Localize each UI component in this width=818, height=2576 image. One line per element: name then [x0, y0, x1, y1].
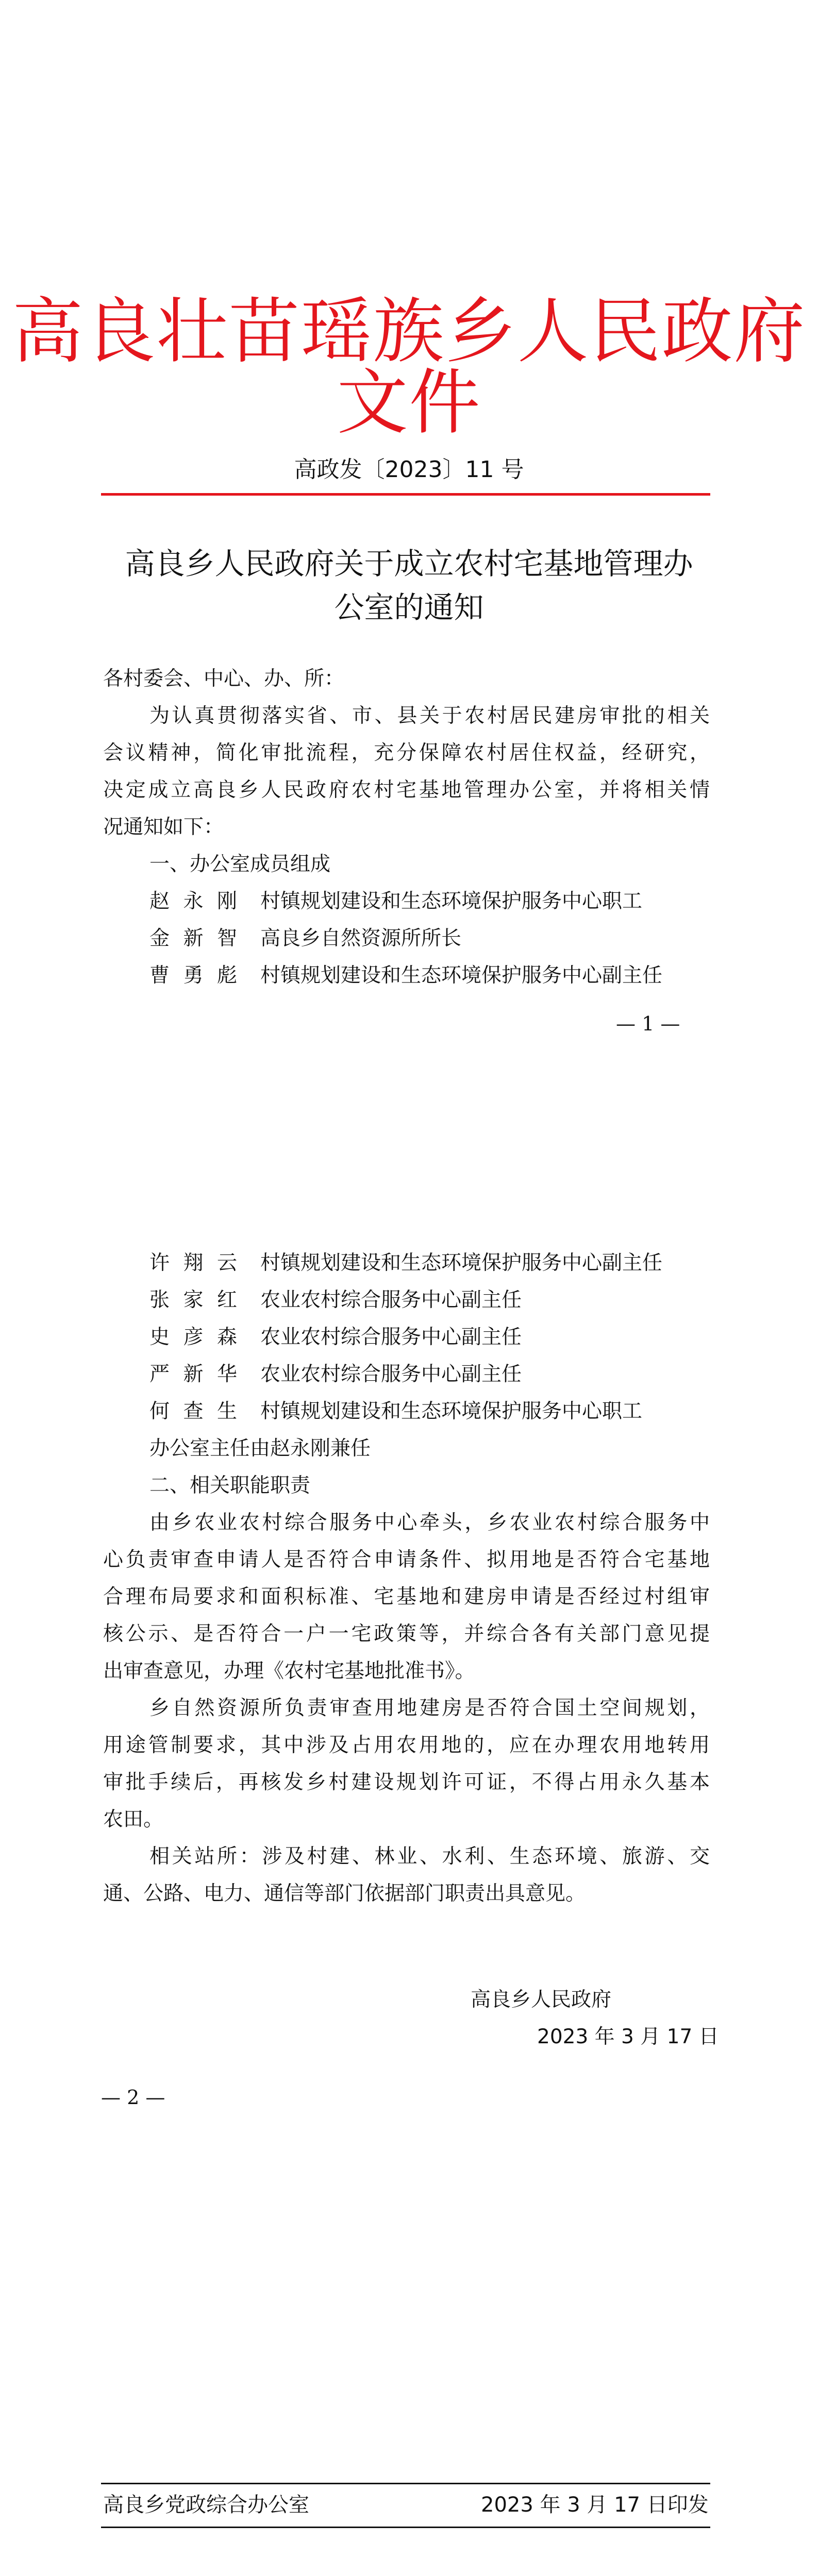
page-number-2: — 2 — — [101, 2086, 165, 2109]
footer-issuing-office: 高良乡党政综合办公室 — [103, 2493, 309, 2517]
director-note: 办公室主任由赵永刚兼任 — [149, 1437, 371, 1460]
notice-heading-line-2: 公室的通知 — [334, 590, 484, 625]
section-1-title: 一、办公室成员组成 — [149, 853, 331, 876]
red-divider-rule — [101, 493, 710, 496]
member-name: 赵永刚 — [149, 890, 237, 913]
notice-heading-line-1: 高良乡人民政府关于成立农村宅基地管理办 — [125, 546, 693, 581]
member-name: 严新华 — [149, 1363, 237, 1386]
paragraph-1-line: 由乡农业农村综合服务中心牵头，乡农业农村综合服务中 — [149, 1511, 710, 1534]
member-role: 农业农村综合服务中心副主任 — [260, 1289, 522, 1312]
member-name: 曹勇彪 — [149, 964, 237, 987]
paragraph-1-line: 合理布局要求和面积标准、宅基地和建房申请是否经过村组审 — [103, 1585, 710, 1608]
member-name: 史彦森 — [149, 1326, 237, 1349]
member-role: 村镇规划建设和生态环境保护服务中心副主任 — [260, 964, 663, 987]
member-role: 高良乡自然资源所所长 — [260, 927, 462, 950]
member-role: 农业农村综合服务中心副主任 — [260, 1326, 522, 1349]
document-number: 高政发〔2023〕11 号 — [294, 456, 524, 483]
salutation: 各村委会、中心、办、所： — [103, 667, 345, 690]
member-role: 村镇规划建设和生态环境保护服务中心副主任 — [260, 1251, 663, 1275]
paragraph-1-line: 心负责审查申请人是否符合申请条件、拟用地是否符合宅基地 — [103, 1548, 710, 1571]
signature-organization: 高良乡人民政府 — [471, 1988, 612, 2011]
paragraph-2-line: 农田。 — [103, 1808, 164, 1831]
member-role: 农业农村综合服务中心副主任 — [260, 1363, 522, 1386]
intro-line: 况通知如下： — [103, 816, 224, 839]
paragraph-2-line: 用途管制要求，其中涉及占用农用地的，应在办理农用地转用 — [103, 1734, 710, 1757]
member-role: 村镇规划建设和生态环境保护服务中心职工 — [260, 1400, 643, 1423]
signature-date: 2023 年 3 月 17 日 — [537, 2025, 719, 2048]
section-2-title: 二、相关职能职责 — [149, 1474, 311, 1497]
paragraph-1-line: 出审查意见，办理《农村宅基地批准书》。 — [103, 1659, 475, 1683]
footer-issue-date: 2023 年 3 月 17 日印发 — [481, 2493, 709, 2517]
page-number-1: — 1 — — [616, 1012, 680, 1035]
intro-line: 决定成立高良乡人民政府农村宅基地管理办公室，并将相关情 — [103, 778, 710, 802]
member-name: 金新智 — [149, 927, 237, 950]
paragraph-3-line: 通、公路、电力、通信等部门依据部门职责出具意见。 — [103, 1882, 586, 1905]
member-name: 何查生 — [149, 1400, 237, 1423]
footer-top-rule — [101, 2483, 710, 2484]
member-name: 张家红 — [149, 1289, 237, 1312]
intro-line: 为认真贯彻落实省、市、县关于农村居民建房审批的相关 — [149, 704, 710, 727]
member-name: 许翔云 — [149, 1251, 237, 1275]
paragraph-2-line: 审批手续后，再核发乡村建设规划许可证，不得占用永久基本 — [103, 1771, 710, 1794]
member-role: 村镇规划建设和生态环境保护服务中心职工 — [260, 890, 643, 913]
paragraph-2-line: 乡自然资源所负责审查用地建房是否符合国土空间规划， — [149, 1697, 710, 1720]
footer-bottom-rule — [101, 2527, 710, 2528]
paragraph-3-line: 相关站所：涉及村建、林业、水利、生态环境、旅游、交 — [149, 1845, 710, 1868]
paragraph-1-line: 核公示、是否符合一户一宅政策等，并综合各有关部门意见提 — [103, 1622, 710, 1646]
intro-line: 会议精神，简化审批流程，充分保障农村居住权益，经研究， — [103, 741, 710, 765]
document-red-header-title: 高良壮苗瑶族乡人民政府文件 — [12, 290, 806, 444]
